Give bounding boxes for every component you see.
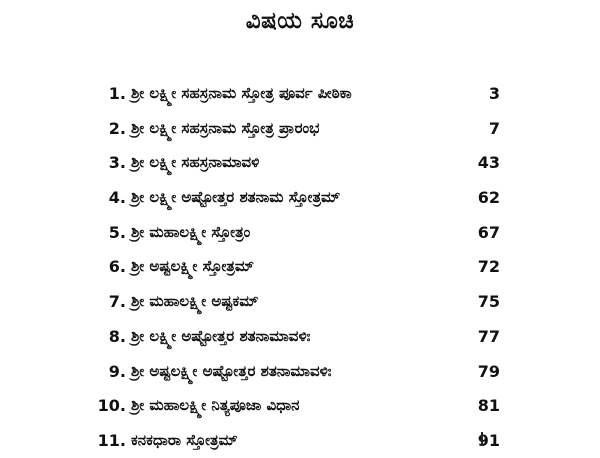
toc-entry-number: 5. bbox=[108, 222, 126, 242]
toc-entry bbox=[0, 319, 600, 354]
toc-entry-page: 3 bbox=[488, 84, 500, 103]
toc-entry-number: 4. bbox=[108, 188, 126, 208]
toc-entry-page: 7 bbox=[488, 118, 500, 138]
toc-entry-title: ಶ್ರೀ ಅಷ್ಟಲಕ್ಷ್ಮೀ ಸ್ತೋತ್ರಮ್ bbox=[131, 257, 255, 276]
toc-entry-title: ಶ್ರೀ ಲಕ್ಷ್ಮೀ ಸಹಸ್ರನಾಮ ಸ್ತೋತ್ರ ಪ್ರಾರಂಭ bbox=[131, 118, 320, 137]
toc-entry-page: 75 bbox=[477, 292, 500, 312]
toc-entry-number: 9. bbox=[108, 361, 126, 381]
toc-entry-number: 7. bbox=[108, 292, 126, 312]
toc-entry-title: ಶ್ರೀ ಲಕ್ಷ್ಮೀ ಅಷ್ಟೋತ್ತರ ಶತನಾಮಾವಳಿಃ bbox=[131, 326, 311, 345]
toc-entry-number: 1. bbox=[108, 84, 126, 103]
toc-entry-number: 8. bbox=[108, 326, 126, 346]
toc-entry bbox=[0, 249, 600, 284]
toc-entry bbox=[0, 76, 600, 111]
toc-entry-title: ಕನಕಧಾರಾ ಸ್ತೋತ್ರಮ್ bbox=[131, 430, 238, 449]
page-edge-mark bbox=[481, 432, 497, 446]
toc-entry-title: ಶ್ರೀ ಮಹಾಲಕ್ಷ್ಮೀ ಸ್ತೋತ್ರಂ bbox=[131, 222, 251, 241]
toc-entry-page: 77 bbox=[477, 326, 500, 346]
toc-entry bbox=[0, 180, 600, 215]
toc-entry-title: ಶ್ರೀ ಮಹಾಲಕ್ಷ್ಮೀ ನಿತ್ಯಪೂಜಾ ವಿಧಾನ bbox=[131, 396, 300, 415]
toc-entry bbox=[0, 284, 600, 319]
toc-entry-title: ಶ್ರೀ ಲಕ್ಷ್ಮೀ ಅಷ್ಟೋತ್ತರ ಶತನಾಮ ಸ್ತೋತ್ರಮ್ bbox=[131, 188, 341, 207]
toc-entry-page: 79 bbox=[477, 361, 500, 381]
toc-entry-page: 67 bbox=[477, 222, 500, 242]
toc-entry-title: ಶ್ರೀ ಅಷ್ಟಲಕ್ಷ್ಮೀ ಅಷ್ಟೋತ್ತರ ಶತನಾಮಾವಳಿಃ bbox=[131, 361, 332, 380]
toc-entry-number: 2. bbox=[108, 118, 126, 138]
toc-entry bbox=[0, 388, 600, 423]
toc-entry-page: 62 bbox=[477, 188, 500, 208]
toc-entry-page: 81 bbox=[477, 396, 500, 416]
toc-entry-title: ಶ್ರೀ ಲಕ್ಷ್ಮೀ ಸಹಸ್ರನಾಮ ಸ್ತೋತ್ರ ಪೂರ್ವ ಪೀಠಿಕಾ bbox=[131, 84, 352, 102]
toc-entry-number: 6. bbox=[108, 257, 126, 277]
toc-entry bbox=[0, 423, 600, 458]
toc-entry-number: 11. bbox=[97, 430, 126, 450]
table-of-contents bbox=[0, 76, 600, 458]
toc-entry-title: ಶ್ರೀ ಮಹಾಲಕ್ಷ್ಮೀ ಅಷ್ಟಕಮ್ bbox=[131, 292, 259, 311]
toc-entry-page: 72 bbox=[477, 257, 500, 277]
toc-entry-page: 43 bbox=[477, 153, 500, 173]
toc-entry bbox=[0, 354, 600, 389]
toc-entry-page: 91 bbox=[477, 430, 500, 450]
toc-entry bbox=[0, 215, 600, 250]
toc-entry bbox=[0, 145, 600, 180]
toc-entry-number: 3. bbox=[108, 153, 126, 173]
toc-entry-number: 10. bbox=[97, 396, 126, 416]
toc-entry-title: ಶ್ರೀ ಲಕ್ಷ್ಮೀ ಸಹಸ್ರನಾಮಾವಳಿ bbox=[131, 153, 260, 172]
page-title: ವಿಷಯ ಸೂಚಿ bbox=[245, 8, 355, 34]
toc-entry bbox=[0, 111, 600, 146]
